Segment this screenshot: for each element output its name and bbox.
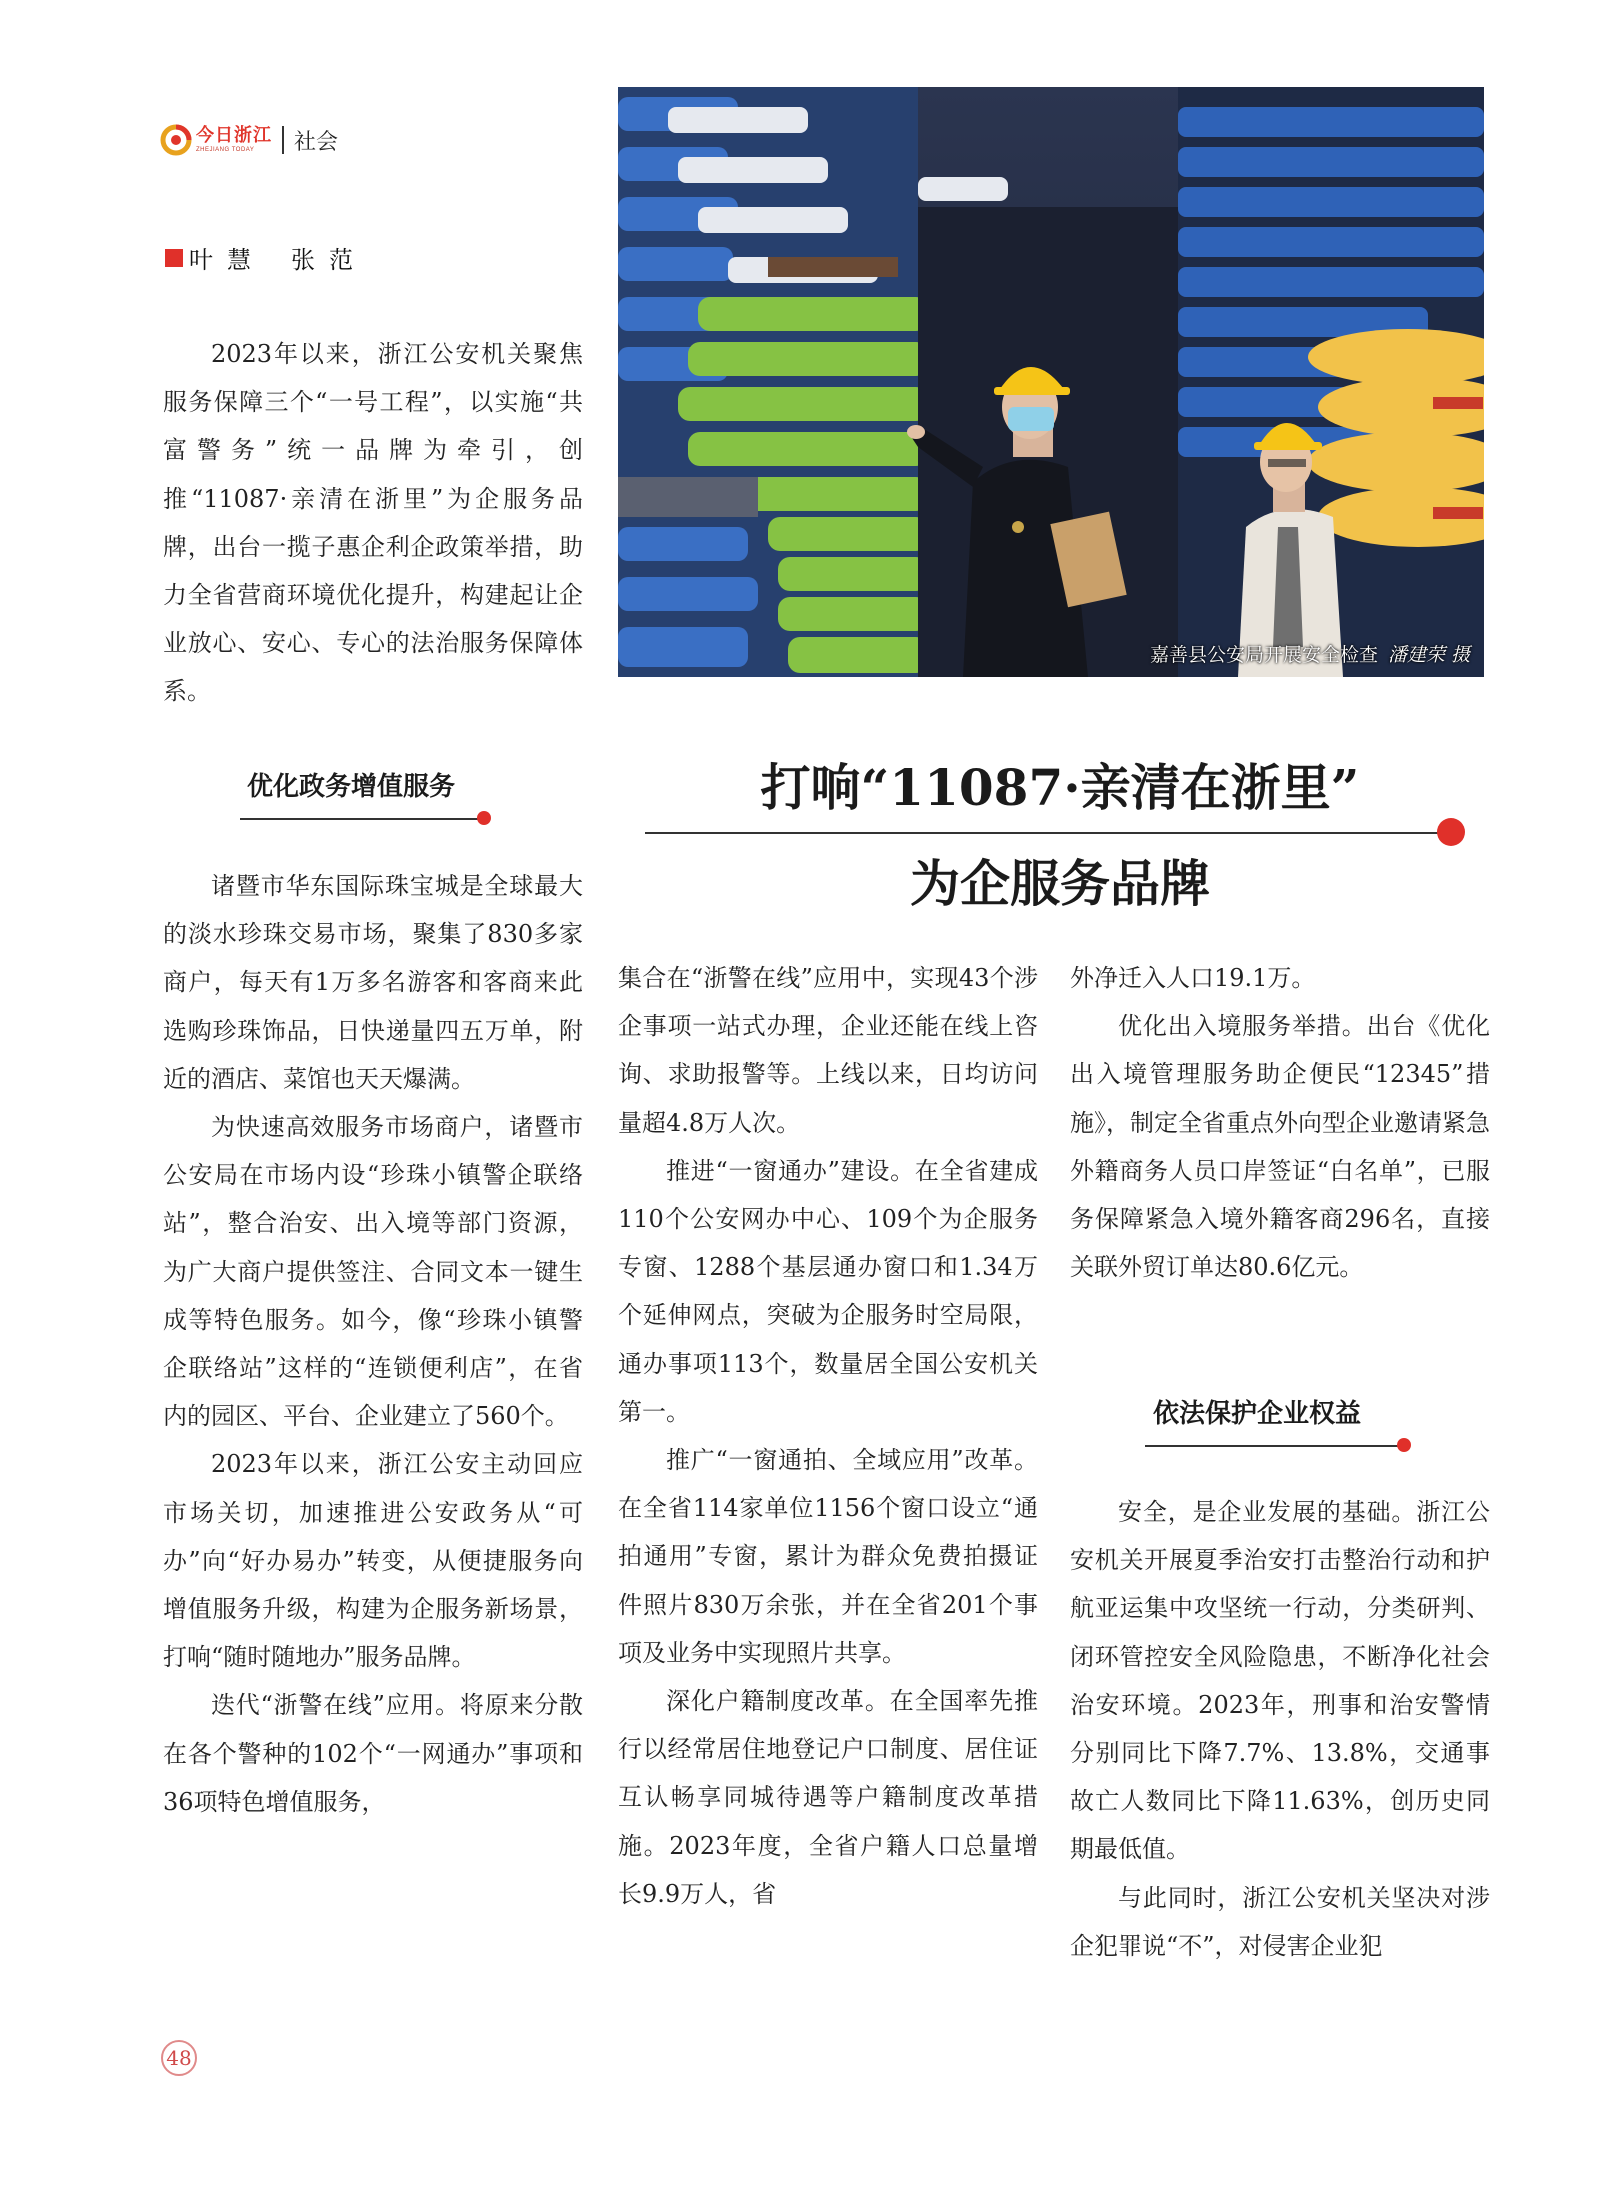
section-heading-2-dot-icon: [1397, 1438, 1411, 1452]
column-2-body: [618, 954, 1038, 1918]
paragraph: 外净迁入人口19.1万。: [1070, 964, 1316, 992]
byline: [165, 240, 367, 275]
paragraph: 深化户籍制度改革。在全国率先推行以经常居住地登记户口制度、居住证互认畅享同城待遇等户籍制度改革措施。2023年度，全省户籍人口总量增长9.9万人，省: [618, 1687, 1038, 1908]
page-number: 48: [161, 2040, 197, 2076]
paragraph: 迭代“浙警在线”应用。将原来分散在各个警种的102个“一网通办”事项和36项特色增值服务，: [163, 1691, 583, 1816]
section-heading-2-rule: [1145, 1445, 1400, 1447]
paragraph: 与此同时，浙江公安机关坚决对涉企犯罪说“不”，对侵害企业犯: [1070, 1883, 1490, 1960]
warehouse-photo-illustration: [618, 87, 1484, 677]
paragraph: 优化出入境服务举措。出台《优化出入境管理服务助企便民“12345”措施》，制定全省重点外向型企业邀请紧急外籍商务人员口岸签证“白名单”，已服务保障紧急入境外籍客商296名，直接关联外贸订单达80.6亿元。: [1070, 1012, 1490, 1282]
section-heading-1-dot-icon: [477, 811, 491, 825]
paragraph: 2023年以来，浙江公安主动回应市场关切，加速推进公安政务从“可办”向“好办易办”转变，从便捷服务向增值服务升级，构建为企服务新场景，打响“随时随地办”服务品牌。: [163, 1450, 583, 1672]
paragraph: 推广“一窗通拍、全域应用”改革。在全省114家单位1156个窗口设立“通拍通用”专窗，累计为群众免费拍摄证件照片830万余张，并在全省201个事项及业务中实现照片共享。: [618, 1446, 1038, 1667]
headline-dot-icon: [1437, 818, 1465, 846]
photo-credit: 潘建荣 摄: [1387, 644, 1470, 666]
paragraph: 推进“一窗通办”建设。在全省建成110个公安网办中心、109个为企服务专窗、1288个基层通办窗口和1.34万个延伸网点，突破为企服务时空局限，通办事项113个，数量居全国公安机关第一。: [618, 1156, 1038, 1426]
lead-paragraph: [163, 330, 583, 716]
section-label: 社会: [294, 129, 339, 155]
headline-rule: [645, 832, 1440, 834]
masthead: [160, 120, 338, 160]
column-3-body: [1070, 954, 1490, 1291]
column-3-section-2-body: [1070, 1488, 1490, 1970]
paragraph: 诸暨市华东国际珠宝城是全球最大的淡水珍珠交易市场，聚集了830多家商户，每天有1万多名游客和客商来此选购珍珠饰品，日快递量四五万单，附近的酒店、菜馆也天天爆满。: [163, 872, 583, 1093]
section-heading-2: 依法保护企业权益: [1153, 1399, 1362, 1429]
logo-chinese: 今日浙江: [196, 125, 272, 146]
author-1: 叶慧: [189, 246, 265, 274]
section-heading-1-rule: [240, 818, 480, 820]
section-heading-1: 优化政务增值服务: [247, 772, 456, 802]
headline-line-1: 打响“11087·亲清在浙里”: [760, 758, 1360, 817]
logo-english: ZHEJIANG TODAY: [196, 147, 255, 153]
paragraph: 集合在“浙警在线”应用中，实现43个涉企事项一站式办理，企业还能在线上咨询、求助报警等。上线以来，日均访问量超4.8万人次。: [618, 964, 1038, 1137]
masthead-divider: [282, 126, 284, 154]
byline-marker-icon: [165, 249, 183, 267]
article-photo: [618, 87, 1484, 677]
photo-caption-text: 嘉善县公安局开展安全检查: [1149, 644, 1378, 666]
paragraph: 安全，是企业发展的基础。浙江公安机关开展夏季治安打击整治行动和护航亚运集中攻坚统一行动，分类研判、闭环管控安全风险隐患，不断净化社会治安环境。2023年，刑事和治安警情分别同比下降7.7%、13.8%，交通事故亡人数同比下降11.63%，创历史同期最低值。: [1070, 1498, 1490, 1864]
paragraph: 为快速高效服务市场商户，诸暨市公安局在市场内设“珍珠小镇警企联络站”，整合治安、出入境等部门资源，为广大商户提供签注、合同文本一键生成等特色服务。如今，像“珍珠小镇警企联络站”这样的“连锁便利店”，在省内的园区、平台、企业建立了560个。: [163, 1113, 583, 1431]
headline-line-2: 为企服务品牌: [910, 854, 1210, 913]
logo-swirl-icon: [160, 124, 192, 156]
column-1-body: [163, 862, 583, 1826]
author-2: 张范: [291, 246, 367, 274]
lead-text: 2023年以来，浙江公安机关聚焦服务保障三个“一号工程”，以实施“共富警务”统一品牌为牵引，创推“11087·亲清在浙里”为企服务品牌，出台一揽子惠企利企政策举措，助力全省营商环境优化提升，构建起让企业放心、安心、专心的法治服务保障体系。: [163, 340, 583, 706]
photo-caption: [1150, 640, 1470, 667]
publication-logo: [160, 124, 272, 156]
